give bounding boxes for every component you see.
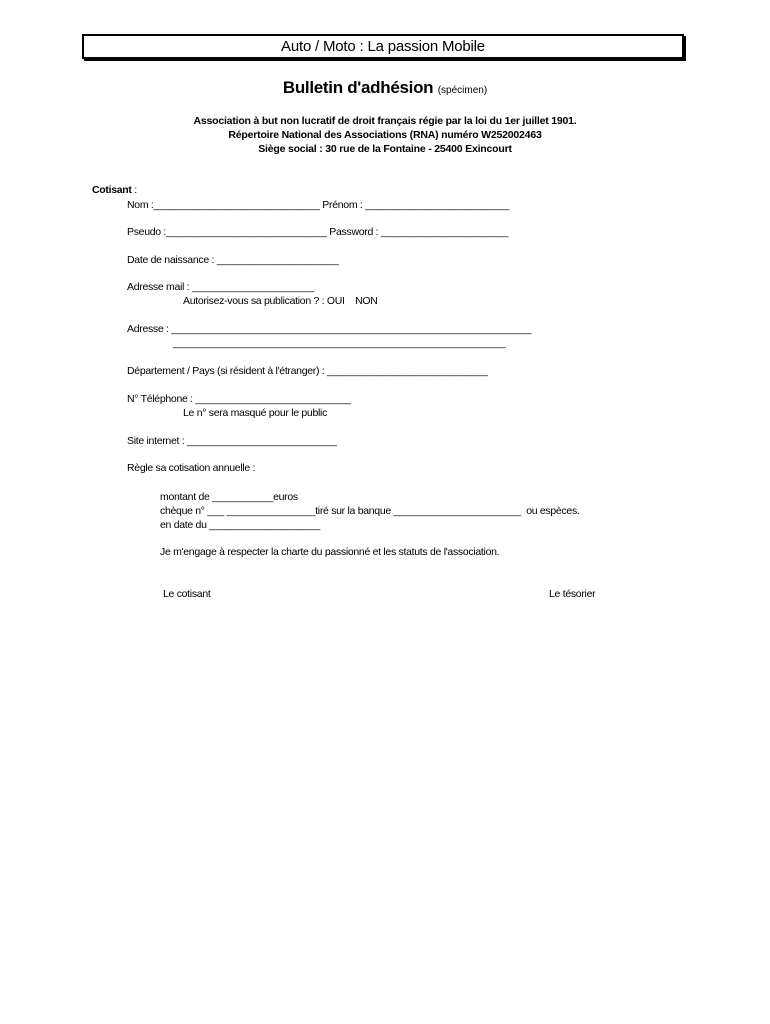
- assoc-line-1: Association à but non lucratif de droit français régie par la loi du 1er juillet 1901.: [193, 115, 577, 127]
- header-title: Auto / Moto : La passion Mobile: [82, 34, 684, 59]
- phone-note: Le n° sera masqué pour le public: [183, 407, 328, 419]
- date-field: en date du ____________________: [160, 519, 321, 531]
- nom-prenom-field: Nom :______________________________ Prénom : __________________________: [127, 199, 510, 211]
- signature-cotisant: Le cotisant: [163, 588, 211, 600]
- cotisant-heading: [92, 184, 137, 196]
- address-field-line1: Adresse : _________________________________________________________________: [127, 323, 532, 335]
- email-publication-question: Autorisez-vous sa publication ? : OUI NON: [183, 295, 378, 307]
- cotisant-label: Cotisant: [92, 184, 132, 196]
- amount-field: montant de ___________euros: [160, 491, 298, 503]
- title-note: (spécimen): [437, 85, 488, 96]
- department-country-field: Département / Pays (si résident à l'étranger) : _____________________________: [127, 365, 488, 377]
- cotisant-colon: :: [131, 184, 137, 196]
- email-field: Adresse mail : ______________________: [127, 281, 314, 293]
- signature-tresorier: Le tésorier: [549, 588, 596, 600]
- address-field-line2: ____________________________________________________________: [173, 337, 506, 349]
- cheque-field: chèque n° ___ ________________tiré sur la banque _______________________ ou espèces.: [160, 505, 580, 517]
- assoc-line-2: Répertoire National des Associations (RNA) numéro W252002463: [228, 129, 542, 141]
- engagement-statement: Je m'engage à respecter la charte du passionné et les statuts de l'association.: [160, 546, 500, 558]
- birthdate-field: Date de naissance : ______________________: [127, 254, 339, 266]
- pseudo-password-field: Pseudo :_____________________________ Password : _______________________: [127, 226, 509, 238]
- assoc-line-3: Siège social : 30 rue de la Fontaine - 25400 Exincourt: [258, 143, 512, 155]
- title-text: Bulletin d'adhésion: [282, 78, 434, 97]
- payment-heading: Règle sa cotisation annuelle :: [127, 462, 256, 474]
- website-field: Site internet : ___________________________: [127, 435, 337, 447]
- phone-field: N° Téléphone : ____________________________: [127, 393, 351, 405]
- page-title: [0, 78, 770, 98]
